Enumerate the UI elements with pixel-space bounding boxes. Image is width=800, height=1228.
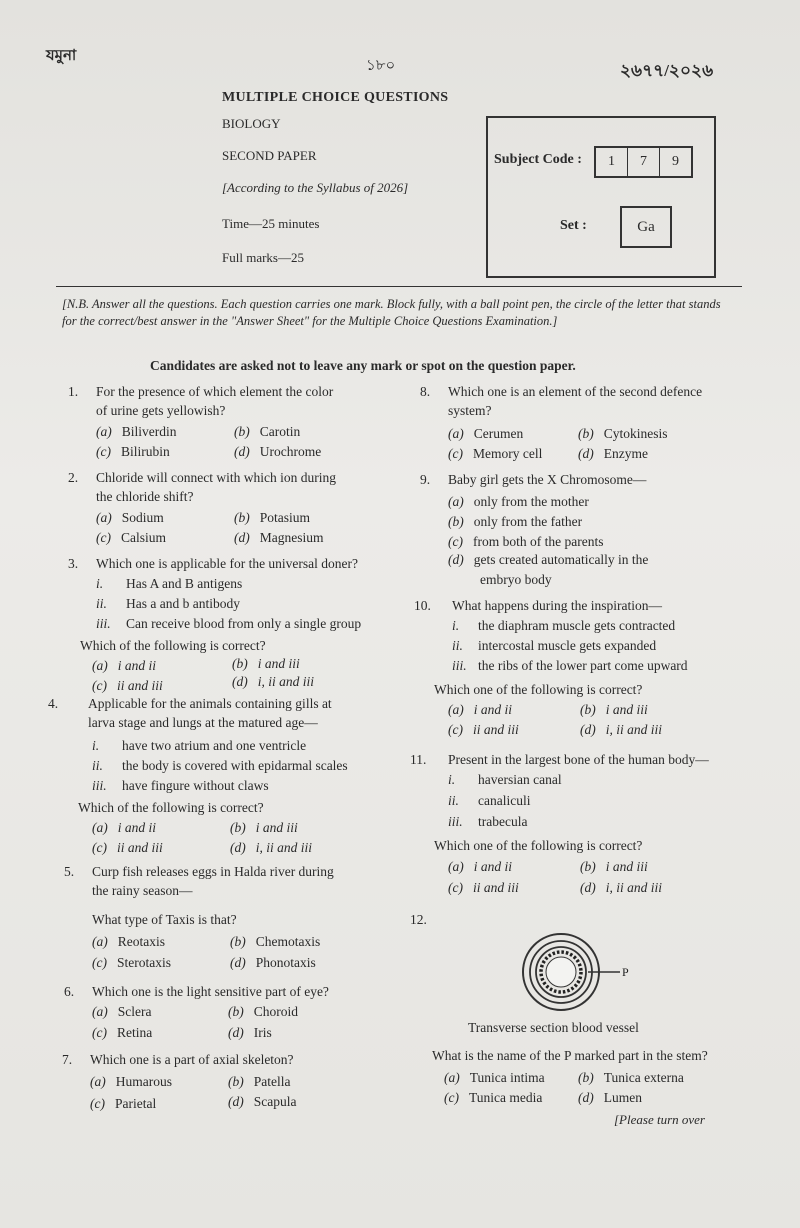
option-a: (a) i and ii [448,702,513,717]
set-label: Set : [560,218,587,233]
question-number: 12. [410,912,427,927]
question-4 [48,694,348,855]
option-label: (c) [96,530,111,545]
option-d: (d) Scapula [228,1094,297,1109]
option-b: (b) only from the father [448,514,583,529]
question-text: the rainy season— [92,883,193,898]
option-b: (b) i and iii [230,820,298,835]
option-label: (b) [234,510,250,525]
question-text: larva stage and lungs at the matured age— [88,715,318,730]
time-label: Time—25 minutes [222,216,320,231]
option-text: Sodium [121,510,164,525]
option-a: (a) Reotaxis [92,934,165,949]
question-number: 3. [68,556,79,571]
statement-ii: ii. intercostal muscle gets expanded [452,638,657,653]
candidate-notice: Candidates are asked not to leave any mark or spot on the question paper. [150,358,576,373]
paper-title: MULTIPLE CHOICE QUESTIONS [222,90,449,105]
question-text: What is the name of the P marked part in the stem? [432,1048,708,1063]
question-text: Which one is the light sensitive part of eye? [92,984,329,999]
option-c: (c) from both of the parents [448,534,604,549]
option-label: (d) [234,530,250,545]
option-c: (c) Retina [92,1025,153,1040]
statement-ii: ii. the body is covered with epidarmal scales [92,758,348,773]
option-d: (d) Lumen [578,1090,642,1105]
statement-i: i. Has A and B antigens [96,576,243,591]
option-d: (d) Enzyme [578,446,648,461]
question-number: 11. [410,752,427,767]
option-text: Carotin [259,424,301,439]
statement-i: i. have two atrium and one ventricle [92,738,307,753]
option-b: (b) Choroid [228,1004,299,1019]
option-a: (a) Humarous [90,1074,172,1089]
option-c: (c) Parietal [90,1096,157,1111]
option-d: (d) gets created automatically in the [448,552,649,567]
option-label: (a) [96,510,112,525]
diagram-caption: Transverse section blood vessel [468,1020,639,1035]
statement-i: i. the diaphram muscle gets contracted [452,618,676,633]
question-text: Which one is applicable for the universal doner? [96,556,359,571]
option-a: (a) i and ii [92,820,157,835]
option-a: (a) i and ii [448,859,513,874]
option-text: Potasium [259,510,311,525]
option-a: (a) i and ii [92,658,157,673]
option-label: (b) [234,424,250,439]
statement-iii: iii. have fingure without claws [92,778,269,793]
question-6 [64,982,329,1040]
option-a [96,422,177,441]
question-8 [420,382,703,461]
question-prompt: Which of the following is correct? [80,638,266,653]
question-text: What happens during the inspiration— [452,598,662,613]
question-number: 7. [62,1052,73,1067]
question-number: 8. [420,384,431,399]
question-text: Applicable for the animals containing gills at [88,696,332,711]
question-text: system? [448,403,492,418]
statement-ii: ii. canaliculi [448,793,531,808]
question-prompt: Which of the following is correct? [78,800,264,815]
option-d-continued: embryo body [480,572,552,587]
option-c: (c) ii and iii [92,678,163,693]
question-text: Present in the largest bone of the human body— [448,752,709,767]
option-c: (c) Tunica media [444,1090,543,1105]
subject-info-box [486,116,716,278]
option-b [234,422,300,441]
instructions-note: [N.B. Answer all the questions. Each question carries one mark. Block fully, with a ball point pen, the circle of the letter that stands for the correct/best answer in the "Answer Sheet" for the Multiple Choice Questions Examination.] [62,297,721,328]
option-b: (b) Cytokinesis [578,426,668,441]
option-b: (b) Chemotaxis [230,934,321,949]
question-7 [62,1050,297,1111]
question-2 [68,468,336,545]
option-c: (c) Memory cell [448,446,543,461]
syllabus-note: [According to the Syllabus of 2026] [222,180,409,195]
option-label: (a) [96,424,112,439]
code-digit: 1 [596,148,628,176]
question-10 [414,596,688,737]
question-9 [420,470,649,587]
question-text: the chloride shift? [96,489,194,504]
option-c: (c) ii and iii [448,880,519,895]
subject-code-label: Subject Code : [494,152,582,167]
code-digit: 9 [672,154,679,169]
option-c [96,528,166,547]
option-text: Calsium [120,530,166,545]
option-b: (b) i and iii [232,656,300,671]
paper-name: SECOND PAPER [222,148,317,163]
option-a: (a) Tunica intima [444,1070,545,1085]
question-number: 5. [64,864,75,879]
statement-iii: iii. Can receive blood from only a single group [96,616,362,631]
option-d: (d) i, ii and iii [230,840,313,855]
divider [56,286,742,287]
question-text: For the presence of which element the color [96,384,334,399]
option-d: (d) i, ii and iii [232,674,315,689]
blood-vessel-diagram [518,930,638,1014]
diagram-marker: P [622,965,629,979]
option-b: (b) Tunica externa [578,1070,684,1085]
question-number: 10. [414,598,431,613]
exam-number: ২৬৭৭/২০২৬ [620,61,714,80]
statement-i: i. haversian canal [448,772,562,787]
question-number: 2. [68,470,79,485]
option-text: Magnesium [259,530,324,545]
question-number: 9. [420,472,431,487]
turn-over-note: [Please turn over [614,1112,705,1127]
board-name: যমুনা [46,48,77,64]
subject-code-box [594,146,693,178]
question-5 [64,862,334,970]
question-prompt: Which one of the following is correct? [434,838,643,853]
question-prompt: Which one of the following is correct? [434,682,643,697]
option-d [234,442,321,461]
question-text: Chloride will connect with which ion during [96,470,336,485]
statement-iii: iii. trabecula [448,814,528,829]
option-a: (a) only from the mother [448,494,589,509]
marks-label: Full marks—25 [222,250,304,265]
option-text: Biliverdin [121,424,177,439]
option-d [234,528,324,547]
question-1 [68,382,334,459]
set-value: Ga [620,206,672,248]
question-text: Which one is a part of axial skeleton? [90,1052,294,1067]
question-prompt: What type of Taxis is that? [92,912,237,927]
question-11 [410,750,709,895]
option-a [96,508,164,527]
option-b [234,508,310,527]
question-text: Curp fish releases eggs in Halda river during [92,864,334,879]
option-d: (d) Phonotaxis [230,955,316,970]
paper-code: ১৮০ [366,58,396,74]
option-b: (b) Patella [228,1074,291,1089]
option-d: (d) i, ii and iii [580,722,663,737]
option-label: (d) [234,444,250,459]
code-digit: 7 [628,148,660,176]
option-d: (d) i, ii and iii [580,880,663,895]
question-3 [68,554,362,693]
question-text: Baby girl gets the X Chromosome— [448,472,647,487]
option-c [96,442,170,461]
subject-name: BIOLOGY [222,116,281,131]
option-b: (b) i and iii [580,859,648,874]
option-text: Bilirubin [120,444,170,459]
option-label: (c) [96,444,111,459]
question-text: Which one is an element of the second defence [448,384,703,399]
option-a: (a) Cerumen [448,426,524,441]
question-number: 6. [64,984,75,999]
option-c: (c) ii and iii [92,840,163,855]
option-b: (b) i and iii [580,702,648,717]
question-text: of urine gets yellowish? [96,403,226,418]
question-number: 4. [48,696,59,711]
option-text: Urochrome [259,444,322,459]
question-12 [432,1046,708,1105]
option-c: (c) Sterotaxis [92,955,171,970]
option-c: (c) ii and iii [448,722,519,737]
statement-ii: ii. Has a and b antibody [96,596,240,611]
option-d: (d) Iris [228,1025,272,1040]
question-number: 1. [68,384,79,399]
statement-iii: iii. the ribs of the lower part come upward [452,658,688,673]
option-a: (a) Sclera [92,1004,152,1019]
